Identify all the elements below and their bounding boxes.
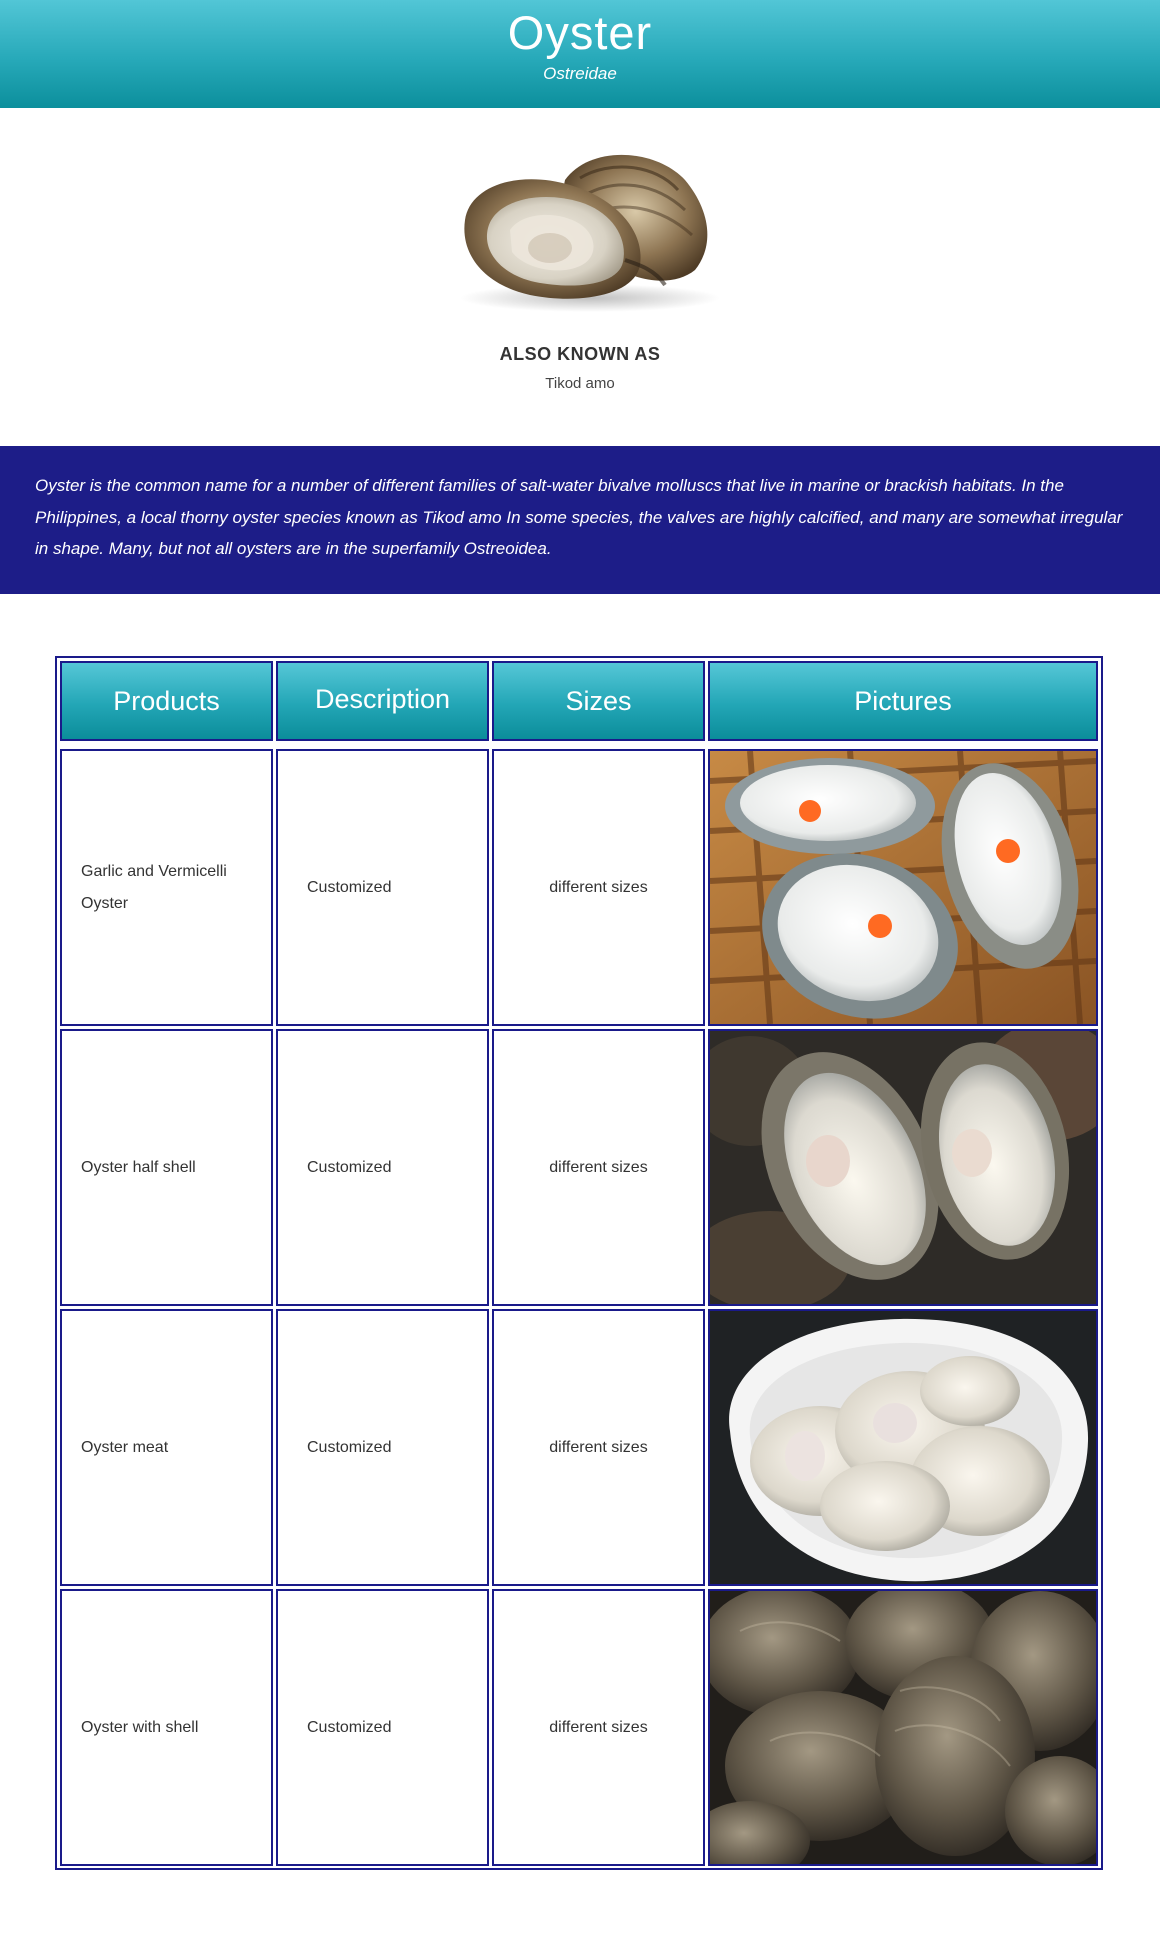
table-row	[60, 1029, 273, 1306]
oyster-half-shell-photo	[708, 1029, 1098, 1306]
size-value: different sizes	[549, 878, 648, 896]
size-value: different sizes	[549, 1718, 648, 1736]
oyster-icon	[440, 140, 730, 320]
products-table	[55, 656, 1103, 1870]
description-cell	[276, 749, 489, 1026]
size-cell	[492, 1309, 705, 1586]
description-value: Customized	[307, 878, 392, 896]
page-header	[0, 0, 1160, 108]
size-value: different sizes	[549, 1438, 648, 1456]
description-value: Customized	[307, 1158, 392, 1176]
product-name: Oyster half shell	[81, 1158, 196, 1176]
description-value: Customized	[307, 1438, 392, 1456]
intro-section	[0, 446, 1160, 594]
intro-text: Oyster is the common name for a number of different families of salt-water bivalve molluscs that live in marine or brackish habitats. In the Philippines, a local thorny oyster species known as Tikod amo In some species, the valves are highly calcified, and many are somewhat irregular in shape. Many, but not all oysters are in the superfamily Ostreoidea.	[35, 476, 1123, 558]
header-description: Description	[276, 661, 489, 741]
size-cell	[492, 1029, 705, 1306]
header-pictures: Pictures	[708, 661, 1098, 741]
description-cell	[276, 1029, 489, 1306]
product-name: Garlic and Vermicelli Oyster	[81, 862, 227, 912]
also-known-as-heading: ALSO KNOWN AS	[499, 344, 661, 364]
page-title: Oyster	[507, 6, 653, 59]
oyster-steamed-photo	[708, 749, 1098, 1026]
size-cell	[492, 749, 705, 1026]
also-known-as-value: Tikod amo	[545, 375, 615, 392]
header-sizes: Sizes	[492, 661, 705, 741]
product-name: Oyster with shell	[81, 1718, 199, 1736]
description-cell	[276, 1309, 489, 1586]
description-cell	[276, 1589, 489, 1866]
description-value: Customized	[307, 1718, 392, 1736]
table-row	[60, 749, 273, 1026]
header-products: Products	[60, 661, 273, 741]
size-cell	[492, 1589, 705, 1866]
table-row	[60, 1589, 273, 1866]
size-value: different sizes	[549, 1158, 648, 1176]
oyster-whole-shell-photo	[708, 1589, 1098, 1866]
page-subtitle: Ostreidae	[543, 64, 617, 83]
table-row	[60, 1309, 273, 1586]
oyster-meat-photo	[708, 1309, 1098, 1586]
product-name: Oyster meat	[81, 1438, 169, 1456]
